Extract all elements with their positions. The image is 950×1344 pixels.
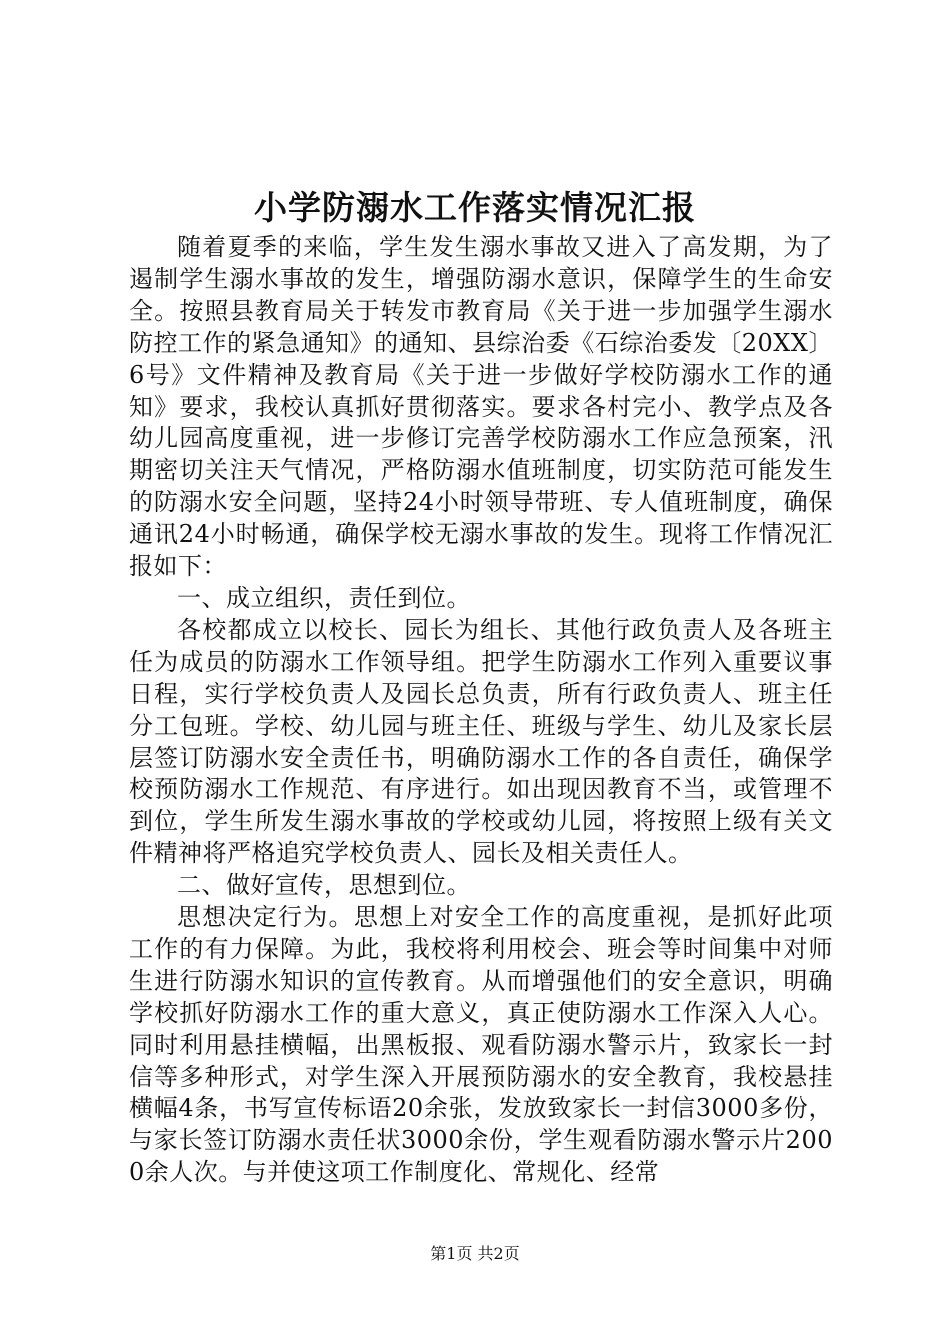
document-title: 小学防溺水工作落实情况汇报 [254,188,696,227]
paragraph-section-2: 思想决定行为。思想上对安全工作的高度重视，是抓好此项工作的有力保障。为此，我校将利用校会、班会等时间集中对师生进行防溺水知识的宣传教育。从而增强他们的安全意识，明确学校抓好防溺水工作的重大意义，真正使防溺水工作深入人心。同时利用悬挂横幅，出黑板报、观看防溺水警示片，致家长一封信等多种形式，对学生深入开展预防溺水的安全教育，我校悬挂横幅4条，书写宣传标语20余张，发放致家长一封信3000多份，与家长签订防溺水责任状3000余份，学生观看防溺水警示片2000余人次。与并使这项工作制度化、常规化、经常 [129,903,833,1187]
paragraph-intro: 随着夏季的来临，学生发生溺水事故又进入了高发期，为了遏制学生溺水事故的发生，增强防溺水意识，保障学生的生命安全。按照县教育局关于转发市教育局《关于进一步加强学生溺水防控工作的紧急通知》的通知、县综治委《石综治委发〔20XX〕6号》文件精神及教育局《关于进一步做好学校防溺水工作的通知》要求，我校认真抓好贯彻落实。要求各村完小、教学点及各幼儿园高度重视，进一步修订完善学校防溺水工作应急预案，汛期密切关注天气情况，严格防溺水值班制度，切实防范可能发生的防溺水安全问题，坚持24小时领导带班、专人值班制度，确保通讯24小时畅通，确保学校无溺水事故的发生。现将工作情况汇报如下： [129,233,833,581]
section-heading-2: 二、做好宣传，思想到位。 [177,871,471,900]
document-body [129,232,833,1189]
page-footer: 第1页 共2页 [430,1244,520,1263]
paragraph-section-1: 各校都成立以校长、园长为组长、其他行政负责人及各班主任为成员的防溺水工作领导组。把学生防溺水工作列入重要议事日程，实行学校负责人及园长总负责，所有行政负责人、班主任分工包班。学校、幼儿园与班主任、班级与学生、幼儿及家长层层签订防溺水安全责任书，明确防溺水工作的各自责任，确保学校预防溺水工作规范、有序进行。如出现因教育不当，或管理不到位，学生所发生溺水事故的学校或幼儿园，将按照上级有关文件精神将严格追究学校负责人、园长及相关责任人。 [129,615,833,868]
section-heading-1: 一、成立组织，责任到位。 [177,583,471,612]
